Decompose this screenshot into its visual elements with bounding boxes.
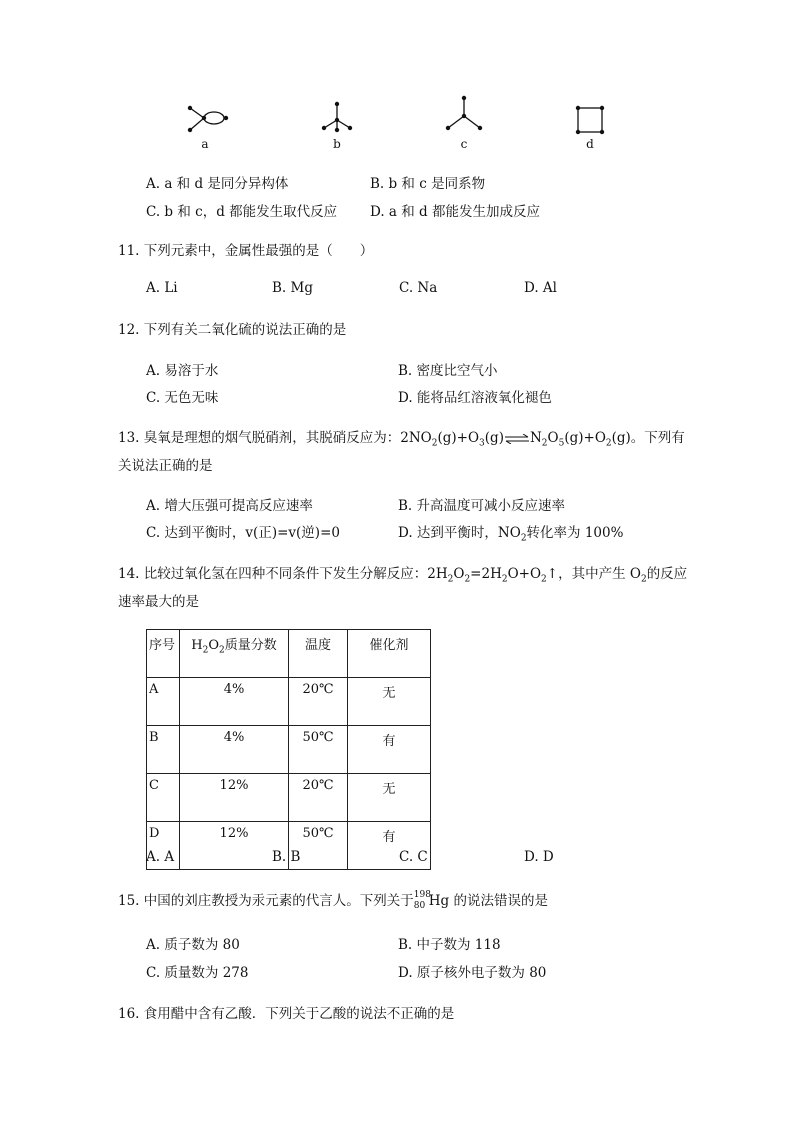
q10-option-c: C. b 和 c，d 都能发生取代反应 (146, 204, 338, 220)
q13-option-a: A. 增大压强可提高反应速率 (146, 498, 313, 514)
molecule-b-icon (320, 100, 354, 134)
molecule-c-icon (444, 94, 484, 134)
subscript: 5 (558, 438, 565, 449)
q15-option-a: A. 质子数为 80 (146, 937, 240, 953)
table-header-cell: 序号 (147, 630, 180, 678)
q15-option-c: C. 质量数为 278 (146, 965, 249, 981)
table-cell: 有 (348, 726, 431, 774)
subscript: 2 (431, 438, 438, 449)
q10-option-a: A. a 和 d 是同分异构体 (146, 176, 289, 192)
q11-option-a: A. Li (146, 280, 178, 296)
q13-option-d-prefix: D. 达到平衡时，NO (398, 525, 521, 541)
q14-stem (118, 562, 687, 585)
q15-stem (118, 889, 548, 912)
q13-product: (g)+O (564, 430, 606, 446)
q13-stem-prefix: 13. 臭氧是理想的烟气脱硝剂，其脱硝反应为： (118, 430, 401, 446)
subscript: 2 (447, 574, 454, 585)
q14-formula: =2H (470, 566, 502, 582)
equilibrium-arrow-icon (504, 434, 530, 444)
q13-product: (g)。下列有 (611, 430, 685, 446)
subscript: 2 (202, 645, 209, 656)
q14-option-c: C. C (399, 849, 428, 865)
q14-formula: O+O (507, 566, 542, 582)
q14-option-b: B. B (272, 849, 301, 865)
table-row (147, 678, 431, 726)
q12-option-d: D. 能将品红溶液氧化褪色 (398, 390, 552, 406)
table-cell: 50℃ (289, 822, 348, 870)
molecule-d-icon (574, 104, 606, 136)
header-text: H (191, 638, 203, 653)
q13-product: O (547, 430, 559, 446)
q14-stem-prefix: 14. 比较过氧化氢在四种不同条件下发生分解反应：2H (118, 566, 448, 582)
table-cell: 4% (180, 678, 289, 726)
q11-option-b: B. Mg (272, 280, 313, 296)
q10-option-b: B. b 和 c 是同系物 (370, 176, 486, 192)
q12-option-a: A. 易溶于水 (146, 363, 219, 379)
q13-option-d (398, 521, 623, 544)
q11-option-c: C. Na (399, 280, 438, 296)
subscript: 2 (464, 574, 471, 585)
table-cell: B (147, 726, 180, 774)
table-cell: C (147, 774, 180, 822)
molecule-label: a (201, 137, 209, 151)
q13-stem (118, 426, 685, 449)
q12-option-c: C. 无色无味 (146, 390, 219, 406)
q15-stem-suffix: 的说法错误的是 (449, 893, 548, 909)
q11-stem: 11. 下列元素中，金属性最强的是（ ） (118, 243, 374, 259)
subscript: 2 (541, 438, 548, 449)
header-text: O (208, 638, 219, 653)
molecule-label: c (460, 137, 468, 151)
q14-option-d: D. D (524, 849, 554, 865)
table-cell: 无 (348, 678, 431, 726)
table-cell: 20℃ (289, 678, 348, 726)
table-cell: 无 (348, 774, 431, 822)
q10-option-d: D. a 和 d 都能发生加成反应 (370, 204, 540, 220)
q15-stem-prefix: 15. 中国的刘庄教授为汞元素的代言人。下列关于 (118, 893, 414, 909)
subscript: 2 (605, 438, 612, 449)
q13-reactant: 2NO (400, 430, 432, 446)
table-header-cell: 温度 (289, 630, 348, 678)
table-row (147, 774, 431, 822)
subscript: 2 (640, 574, 647, 585)
q13-option-b: B. 升高温度可减小反应速率 (398, 498, 566, 514)
molecule-label: d (586, 137, 594, 151)
q16-stem: 16. 食用醋中含有乙酸．下列关于乙酸的说法不正确的是 (118, 1006, 455, 1022)
table-cell: 12% (180, 774, 289, 822)
q14-formula: 的反应 (646, 566, 688, 582)
rate-conditions-table (146, 629, 431, 870)
mass-number: 198 (413, 889, 431, 900)
table-cell: D (147, 822, 180, 870)
subscript: 2 (219, 645, 225, 656)
q14-formula: O (453, 566, 465, 582)
q13-reactant: (g)+O (437, 430, 480, 446)
q13-option-c: C. 达到平衡时，v(正)=v(逆)=0 (146, 525, 340, 541)
isotope-notation (413, 889, 431, 912)
molecule-a-icon (186, 104, 232, 134)
header-text: 质量分数 (224, 638, 277, 653)
table-cell: 20℃ (289, 774, 348, 822)
table-cell: A (147, 678, 180, 726)
q14-formula: ↑，其中产生 O (546, 566, 641, 582)
molecule-label: b (333, 137, 341, 151)
table-header-row (147, 630, 431, 678)
q14-stem-line2: 速率最大的是 (118, 594, 199, 610)
subscript: 2 (541, 574, 547, 585)
table-cell: 12% (180, 822, 289, 870)
table-cell: 50℃ (289, 726, 348, 774)
table-cell: 4% (180, 726, 289, 774)
element-symbol: Hg (428, 893, 450, 909)
subscript: 3 (479, 438, 485, 449)
q12-stem: 12. 下列有关二氧化硫的说法正确的是 (118, 322, 347, 338)
q15-option-d: D. 原子核外电子数为 80 (398, 965, 547, 981)
q13-option-d-suffix: 转化率为 100% (526, 525, 624, 541)
q13-stem-line2: 关说法正确的是 (118, 458, 213, 474)
q12-option-b: B. 密度比空气小 (398, 363, 498, 379)
q11-option-d: D. Al (524, 280, 557, 296)
subscript: 2 (520, 533, 527, 544)
q15-option-b: B. 中子数为 118 (398, 937, 501, 953)
atomic-number: 80 (413, 900, 426, 911)
subscript: 2 (501, 574, 508, 585)
q13-reactant: (g) (484, 430, 504, 446)
table-header-cell: 催化剂 (348, 630, 431, 678)
q14-option-a: A. A (146, 849, 175, 865)
table-row (147, 726, 431, 774)
table-header-cell (180, 630, 289, 678)
table-cell: 有 (348, 822, 431, 870)
q13-product: N (529, 430, 542, 446)
